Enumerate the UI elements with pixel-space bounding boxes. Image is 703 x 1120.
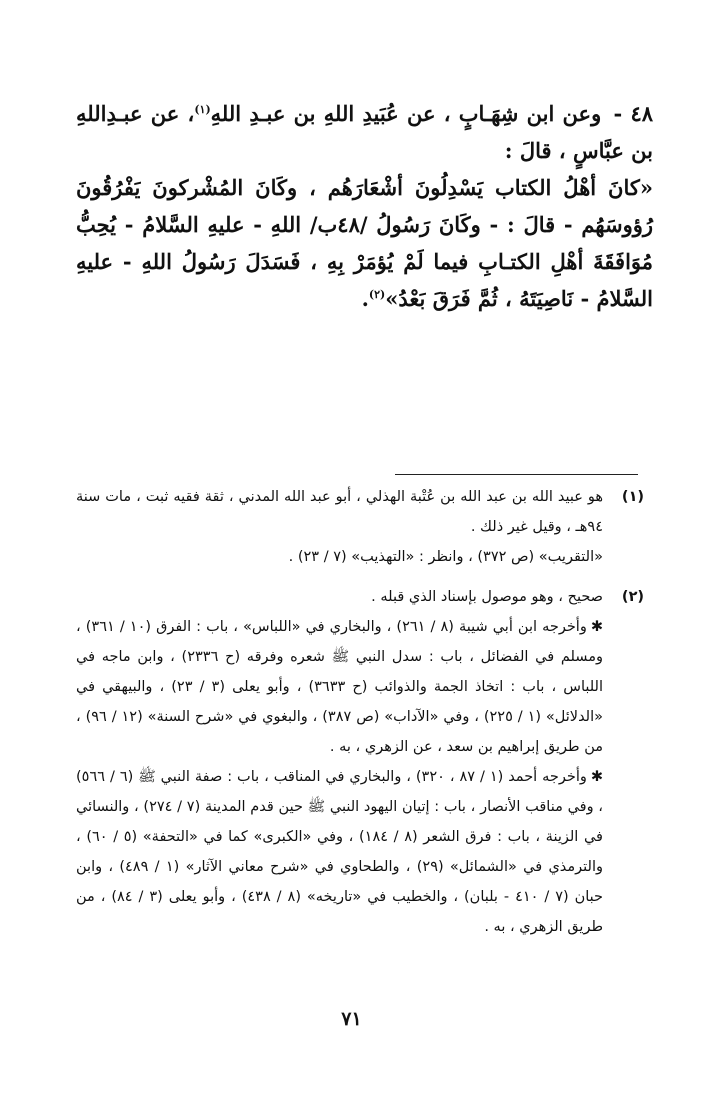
- hadith-end-mark: .: [361, 286, 369, 311]
- footnote-paragraph: صحيح ، وهو موصول بإسناد الذي قبله .: [371, 589, 603, 605]
- footnote-2: [76, 582, 653, 942]
- footnotes: [76, 482, 653, 942]
- footnote-separator: [395, 474, 638, 475]
- footnote-paragraph: [76, 612, 603, 762]
- footnote-paragraph: هو عبيد الله بن عبد الله بن عُتْبة الهذلي ، أبو عبد الله المدني ، ثقة فقيه ثبت ، مات سنة ٩٤هـ ، وقيل غير ذلك .: [76, 489, 603, 535]
- hadith-quote: [76, 169, 653, 317]
- footnote-paragraph-text: وأخرجه ابن أبي شيبة (٨ / ٢٦١) ، والبخاري في «اللباس» ، باب : الفرق (١٠ / ٣٦١) ، ومسلم في الفضائل ، باب : سدل النبي ﷺ شعره وفرقه (ح ٢٣٣٦) ، وابن ماجه في اللباس ، باب : اتخاذ الجمة والذوائب (ح ٣٦٣٣) ، وأبو يعلى (٣ / ٢٣) ، والبيهقي في «الدلائل» (١ / ٢٢٥) ، وفي «الآداب» (ص ٣٨٧) ، والبغوي في «شرح السنة» (١٢ / ٩٦) ، من طريق إبراهيم بن سعد ، عن الزهري ، به .: [76, 619, 603, 755]
- hadith-quote-text: «كانَ أهْلُ الكتاب يَسْدِلُونَ أشْعَارَهُم ، وكَانَ المُشْركونَ يَفْرُقُونَ رُؤوسَهُم - قالَ : - وكَانَ رَسُولُ /٤٨ب/ اللهِ - عليهِ السَّلامُ - يُحِبُّ مُوَافَقَةَ أهْلِ الكتـابِ فيما لَمْ يُؤمَرْ بِهِ ، فَسَدَلَ رَسُولُ اللهِ - عليهِ السَّلامُ - نَاصِيَتَهُ ، ثُمَّ فَرَقَ بَعْدُ»: [76, 175, 653, 311]
- footnote-number: (١): [621, 489, 645, 505]
- hadith-intro-part-1: وعن ابن شِهَـابٍ ، عن عُبَيدِ اللهِ بن عبـدِ اللهِ: [210, 101, 602, 126]
- footnote-paragraph: «التقريب» (ص ٣٧٢) ، وانظر : «التهذيب» (٧ / ٢٣) .: [288, 549, 603, 565]
- hadith-intro-part-2: ، عن عبـدِاللهِ بن عبَّاسٍ ، قالَ :: [76, 101, 653, 163]
- hadith-number: ٤٨ -: [613, 101, 654, 126]
- footnote-paragraph: [76, 762, 603, 942]
- bullet-star-icon: ✱: [590, 769, 604, 785]
- hadith-intro: [76, 95, 653, 169]
- footnote-ref-2: (٢): [368, 288, 386, 301]
- footnote-ref-1: (١): [194, 103, 211, 116]
- page-number: ٧١: [341, 1008, 362, 1030]
- hadith-text: [76, 95, 653, 317]
- footnote-number: (٢): [621, 589, 645, 605]
- footnote-paragraph-text: وأخرجه أحمد (١ / ٨٧ ، ٣٢٠) ، والبخاري في المناقب ، باب : صفة النبي ﷺ (٦ / ٥٦٦) ، وفي مناقب الأنصار ، باب : إتيان اليهود النبي ﷺ حين قدم المدينة (٧ / ٢٧٤) ، والنسائي في الزينة ، باب : فرق الشعر (٨ / ١٨٤) ، وفي «الكبرى» كما في «التحفة» (٥ / ٦٠) ، والترمذي في «الشمائل» (٢٩) ، والطحاوي في «شرح معاني الآثار» (١ / ٤٨٩) ، وابن حبان (٧ / ٤١٠ - بلبان) ، والخطيب في «تاريخه» (٨ / ٤٣٨) ، وأبو يعلى (٣ / ٨٤) ، من طريق الزهري ، به .: [76, 769, 603, 935]
- footnote-1: [76, 482, 653, 572]
- bullet-star-icon: ✱: [590, 619, 603, 635]
